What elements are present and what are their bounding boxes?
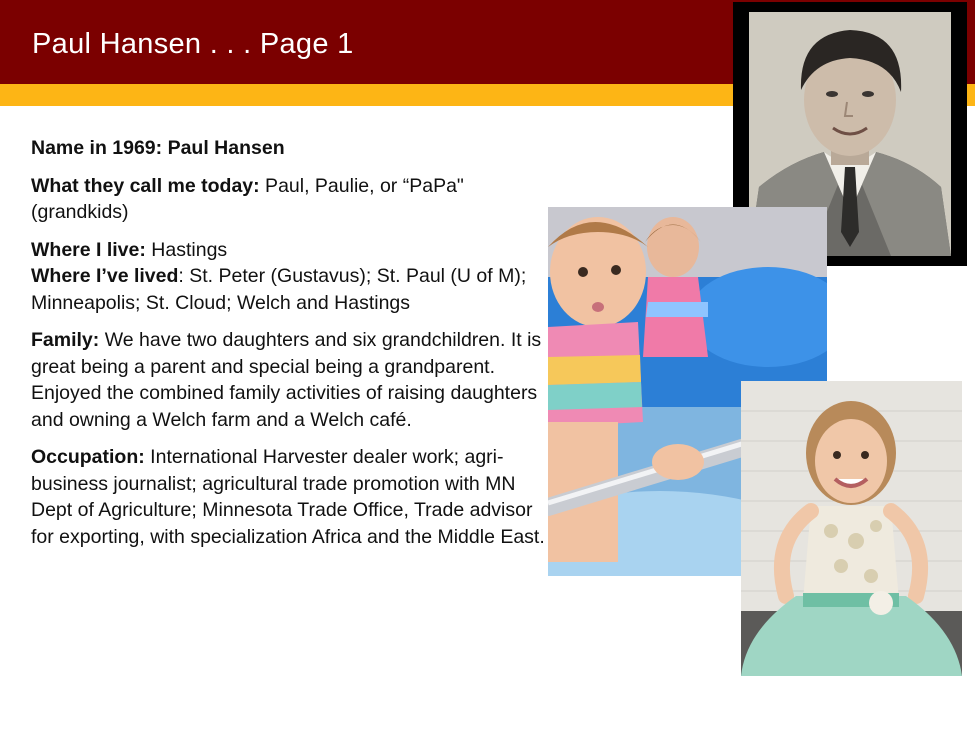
occupation-value: International Harvester dealer work; agri-business journalist; agricultural trade promotion with MN Dept of Agriculture; Minnesota Trade Office, Trade advisor for exporting, with specialization Africa and the Middle East. bbox=[31, 446, 545, 548]
current-residence-label: Where I live: bbox=[31, 238, 146, 261]
family-label: Family: bbox=[31, 329, 100, 351]
bio-content bbox=[31, 135, 546, 561]
family-line bbox=[31, 327, 546, 433]
past-residence-value: : St. Peter (Gustavus); St. Paul (U of M); Minneapolis; St. Cloud; Welch and Hastings bbox=[31, 265, 527, 314]
nickname-line bbox=[31, 173, 546, 226]
name-line bbox=[31, 135, 546, 162]
dress-illustration bbox=[741, 381, 962, 676]
current-residence-value: Hastings bbox=[145, 238, 228, 261]
occupation-line bbox=[31, 444, 546, 550]
residence-block bbox=[31, 237, 546, 317]
grandchild-dress-photo bbox=[741, 381, 962, 676]
nickname-value: Paul, Paulie, or “PaPa" (grandkids) bbox=[31, 174, 464, 223]
name-label: Name in 1969: Paul Hansen bbox=[31, 137, 285, 159]
family-value: We have two daughters and six grandchildren. It is great being a parent and special being a grandparent. Enjoyed the combined family activities of raising daughters and owning a Welch farm and a Welch café. bbox=[31, 329, 542, 431]
occupation-label: Occupation: bbox=[31, 446, 145, 468]
nickname-label: What they call me today: bbox=[31, 174, 260, 197]
page-title: Paul Hansen . . . Page 1 bbox=[32, 28, 354, 60]
past-residence-label: Where I’ve lived bbox=[31, 265, 179, 287]
